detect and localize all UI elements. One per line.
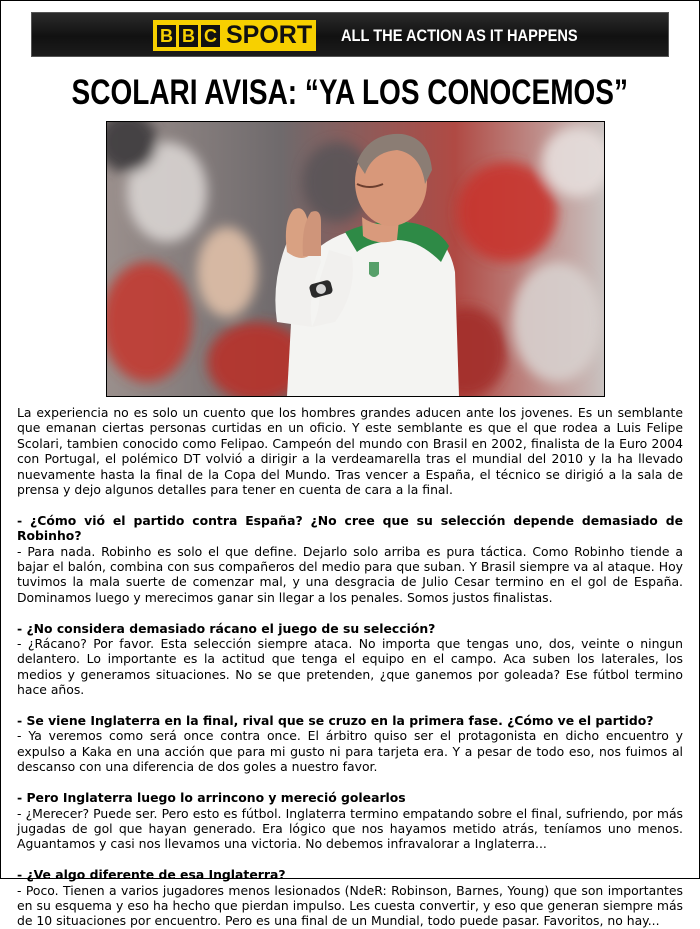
coach-photo	[106, 121, 605, 397]
bbc-logo-letter: B	[157, 25, 176, 47]
qa-answer: - Poco. Tienen a varios jugadores menos lesionados (NdeR: Robinson, Barnes, Young) que son importantes en su esquema y eso ha hecho que pierdan impulso. Les cuesta convertir, y eso que generan siempre más de 10 situaciones por encuentro. Pero es una final de un Mundial, todo puede pasar. Favoritos, no hay...	[17, 882, 683, 929]
bbc-logo-letter: B	[179, 25, 198, 47]
qa-block	[17, 790, 683, 852]
qa-answer: - ¿Merecer? Puede ser. Pero esto es fútbol. Inglaterra termino empatando sobre el final, sufriendo, por más jugadas de gol que hayan generado. Era lógico que nos hayamos metido atrás, teníamos uno menos. Aguantamos y casi nos llevamos una victoria. No debemos infravalorar a Inglaterra...	[17, 805, 683, 852]
qa-block	[17, 713, 683, 775]
article-body	[17, 405, 683, 929]
headline	[0, 70, 700, 116]
bbc-logo-letter: C	[201, 25, 220, 47]
sport-logo-word: SPORT	[226, 21, 313, 49]
qa-question: - ¿No considera demasiado rácano el juego de su selección?	[17, 620, 436, 636]
bbc-sport-banner	[31, 12, 669, 57]
qa-block	[17, 513, 683, 605]
qa-question: - Pero Inglaterra luego lo arrincono y mereció golearlos	[17, 790, 406, 806]
banner-tagline: ALL THE ACTION AS IT HAPPENS	[341, 26, 578, 45]
qa-question: - Se viene Inglaterra en la final, rival que se cruzo en la primera fase. ¿Cómo ve el partido?	[17, 713, 654, 729]
qa-answer: - ¿Rácano? Por favor. Esta selección siempre ataca. No importa que tengas uno, dos, veinte o ningun delantero. Lo importante es la actitud que tenga el equipo en el campo. Aca suben los laterales, los medios y generamos situaciones. No se que pretenden, ¿que ganemos por goleada? Ese fútbol termino hace años.	[17, 636, 683, 698]
qa-block	[17, 867, 683, 929]
bbc-sport-logo	[153, 20, 316, 51]
qa-answer: - Ya veremos como será once contra once. El árbitro quiso ser el protagonista en dicho encuentro y expulso a Kaka en una acción que para mi gusto ni para tarjeta era. Y a pesar de todo eso, nos fuimos al descanso con una diferencia de dos goles a nuestro favor.	[17, 728, 683, 775]
qa-question: - ¿Ve algo diferente de esa Inglaterra?	[17, 867, 286, 883]
qa-answer: - Para nada. Robinho es solo el que define. Dejarlo solo arriba es pura táctica. Como Robinho tiende a bajar el balón, combina con sus compañeros del medio para que suban. Y Brasil siempre va al ataque. Hoy tuvimos la mala suerte de comenzar mal, y una desgracia de Julio Cesar termino en el gol de España. Dominamos luego y merecimos ganar sin llegar a los penales. Somos justos finalistas.	[17, 543, 683, 605]
qa-block	[17, 621, 683, 698]
qa-question: - ¿Cómo vió el partido contra España? ¿No cree que su selección depende demasiado de Robinho?	[17, 512, 683, 544]
headline-text: SCOLARI AVISA: “YA LOS CONOCEMOS”	[71, 73, 629, 112]
article-intro: La experiencia no es solo un cuento que los hombres grandes aducen ante los jovenes. Es un semblante que emanan ciertas personas curtidas en un oficio. Y este semblante es que el que rodea a Luis Felipe Scolari, tambien conocido como Felipao. Campeón del mundo con Brasil en 2002, finalista de la Euro 2004 con Portugal, el polémico DT volvió a dirigir a la verdeamarella tras el mundial del 2010 y la ha llevado nuevamente hasta la final de la Copa del Mundo. Tras vencer a España, el técnico se dirigió a la sala de prensa y dejo algunos detalles para tener en cuenta de cara a la final.	[17, 405, 683, 498]
